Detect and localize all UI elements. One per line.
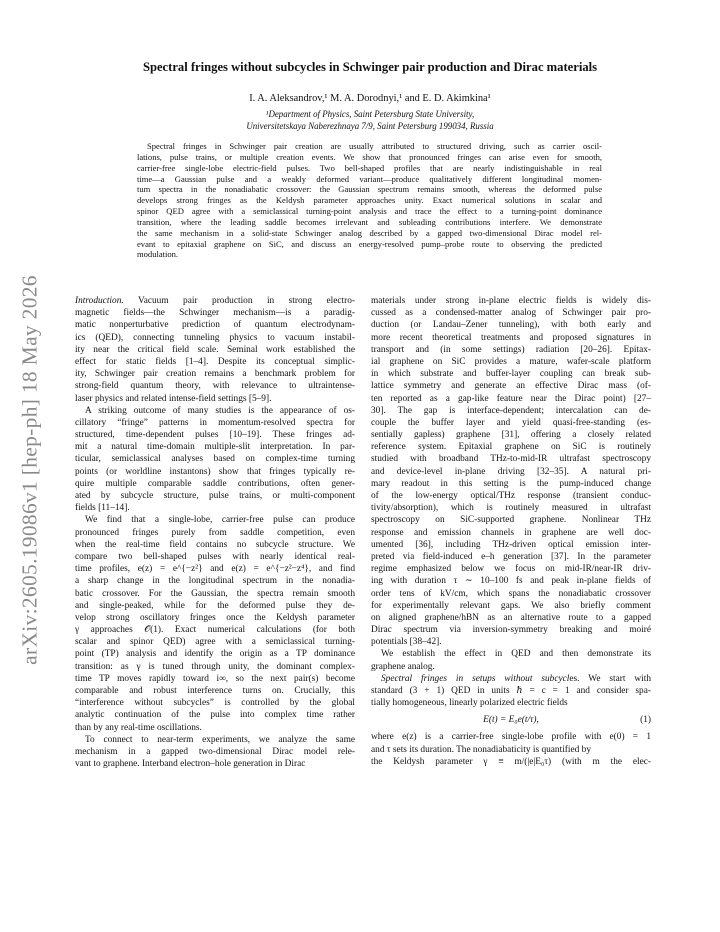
abstract-line: transition, where the leading saddle becomes irrelevant and subleading contributions interfere. We demonstrate [137,216,602,227]
abstract-line: lations, pulse trains, or multiple creation events. We show that pronounced fringes can arise even for smooth, [137,151,602,162]
paper-title: Spectral fringes without subcycles in Schwinger pair production and Dirac materials [142,60,598,74]
text-line: γ approaches 𝒪(1). Exact numerical calculations (for both [75,625,355,636]
text-line: preted via field-induced e–h generation [37]. In the parameter [371,551,651,562]
text-line: more recent theoretical treatments and proposed signatures in [371,332,651,343]
text-line: scalar and spinor QED) agree with a semiclassical turning- [75,637,355,648]
text-line: “interference without subcycles” is controlled by the global [75,698,355,709]
arxiv-sidebar-stamp [8,255,52,685]
text-line: matic nonperturbative prediction of quantum electrodynam- [75,320,355,331]
text-line: response and emission channels in graphene are well doc- [371,527,651,538]
abstract-line: develops strong fringes as the Keldysh parameter approaches unity. Exact numerical solutions in scalar and [137,195,602,206]
text-line: quire multiple comparable saddle contributions, often gener- [75,478,355,489]
text-line: couple the buffer layer and yield quasi-free-standing (es- [371,417,651,428]
text-line: point (TP) analysis and identify the origin as a TP dominance [75,649,355,660]
text-line: We find that a single-lobe, carrier-free pulse can produce [85,515,355,526]
text-line: a sharp change in the longitudinal spectrum in the nonadia- [75,576,355,587]
text-line: transport and (in some settings) radiation [20–26]. Epitax- [371,344,651,355]
text-line: duction (or Landau–Zener tunneling), with both early and [371,320,651,331]
text-line: regime emphasized below we focus on mid-IR/near-IR driv- [371,564,651,575]
text-line: Dirac spectrum via inversion-symmetry breaking and moiré [371,625,651,636]
text-line: umented [36], including THz-driven optical emission inter- [371,539,651,550]
text-line: reference system. Epitaxial graphene on SiC is routinely [371,442,651,453]
text-line: laser physics and related intense-field settings [5–9]. [75,393,272,404]
text-line: To connect to near-term experiments, we analyze the same [85,734,355,745]
text-line: Spectral fringes in setups without subcycles. We start with [381,673,651,684]
text-line: points (or worldline instantons) show that fringes typically re- [75,466,355,477]
text-line: ity, Schwinger pair creation remains a benchmark problem for [75,369,355,380]
text-line: 30]. The gap is interface-dependent; intercalation can de- [371,405,651,416]
text-line: A striking outcome of many studies is the appearance of os- [85,405,355,416]
text-line: order tens of kV/cm, which spans the nonadiabatic crossover [371,588,651,599]
text-line: mechanism in a gapped two-dimensional Dirac model rele- [75,746,355,757]
equation-1 [371,709,651,731]
affiliation [60,109,680,132]
affiliation-line: ¹Department of Physics, Saint Petersburg State University, [265,109,475,119]
text-line: tivity/absorption), which is routinely measured in ultrafast [371,503,651,514]
text-line: than by any real-time oscillations. [75,722,202,733]
affiliation-line: Universitetskaya Naberezhnaya 7/9, Saint Petersburg 199034, Russia [246,120,494,131]
text-line: studied with broadband THz-to-mid-IR ultrafast spectroscopy [371,454,651,465]
text-line: ics (QED), connecting tunneling physics to vacuum instabil- [75,332,355,343]
text-line: materials under strong in-plane electric fields is widely dis- [371,296,651,306]
text-line: and τ sets its duration. The nonadiabaticity is quantified by [371,744,592,755]
text-line: graphene analog. [371,661,435,672]
text-line: ated by subcycle structure, pulse trains, or multi-component [75,491,355,501]
text-line: velop strong oscillatory fringes once the Keldysh parameter [75,612,355,623]
text-line: time TP moves rapidly toward i∞, so the next pair(s) become [75,673,355,684]
equation-number: (1) [640,715,651,726]
text-line: for experimentally relevant gaps. We also briefly comment [371,600,651,611]
abstract [137,141,602,260]
text-line: ity near the critical field scale. Seminal work established the [75,344,355,355]
text-line: mary readout in this setting is the pump-induced change [371,478,651,489]
author-list: I. A. Aleksandrov,¹ M. A. Dorodnyi,¹ and E. D. Akimkina¹ [249,93,491,104]
text-line: ten reported as a gap-like feature near the Dirac point) [27– [371,393,651,404]
text-line: lattice symmetry and generate an effective Dirac mass (of- [371,381,651,392]
left-column [75,295,355,770]
text-line: sentially gapless) graphene [31], offering a closely related [371,430,651,441]
text-line: effect for static fields [1–4]. Despite its conceptual simplic- [75,356,355,367]
text-line: potentials [38–42]. [371,637,442,648]
text-line: standard (3 + 1) QED in units ℏ = c = 1 and consider spa- [371,686,651,696]
text-line: strong-field quantum theory, with relevance to ultraintense- [75,381,355,392]
text-line: vant to graphene. Interband electron–hole generation in Dirac [75,759,306,770]
text-line: Introduction. Vacuum pair production in strong electro- [75,296,355,306]
abstract-line: spinor QED agree with a semiclassical turning-point analysis and trace the effect to a turning-point dominance [137,206,602,217]
text-line: transition: as γ is tuned through unity, the dominant complex- [75,661,355,672]
text-line: magnetic fields—the Schwinger mechanism—is a paradig- [75,308,355,319]
text-line: mit a natural time-domain multiple-slit interpretation. In par- [75,442,355,453]
equation-body: E(t) = E₀e(t/τ), [483,715,539,726]
text-line: ing with duration τ ∼ 10–100 fs and peak in-plane fields of [371,576,651,587]
abstract-line: tum spectra in the nonadiabatic crossover: the Gaussian spectrum remains smooth, whereas the deformed pulse [137,184,602,195]
text-line: when the real-time field contains no subcycle structure. We [75,539,355,550]
text-line: ticular, semiclassical analyses based on complex-time turning [75,454,355,465]
text-line: analytic continuation of the pulse into complex time rather [75,710,355,721]
abstract-line: modulation. [137,249,179,260]
abstract-line: evant to epitaxial graphene on SiC, and discuss an energy-resolved pump–probe route to observing the predicted [137,238,602,249]
text-line: where e(z) is a carrier-free single-lobe profile with e(0) = 1 [371,732,651,743]
text-line: ial graphene on SiC provides a mature, wafer-scale platform [371,356,651,367]
text-line: pronounced fringes purely from saddle competition, even [75,527,355,538]
abstract-line: time—a Gaussian pulse and a weakly deformed variant—produce qualitatively different longitudinal momen- [137,173,602,184]
text-line: cillatory “fringe” patterns in momentum-resolved spectra for [75,417,355,428]
text-line: compare two bell-shaped pulses with nearly identical real- [75,551,355,562]
text-line: time profiles, e(z) = e^{−z²} and e(z) = e^{−z²−z⁴}, and find [75,564,355,575]
text-line: in which substrate and buffer-layer coupling can break sub- [371,369,651,380]
text-line: spectroscopy on SiC-supported graphene. Nonlinear THz [371,515,651,526]
abstract-line: carrier-free single-lobe electric-field pulses. Two bell-shaped profiles that are nearly indistinguishable in real [137,162,602,173]
text-line: fields [11–14]. [75,503,130,514]
abstract-line: the same mechanism in a solid-state Schwinger analog described by a gapped two-dimensional Dirac model rel- [137,227,602,238]
right-column [371,295,651,768]
text-line: the Keldysh parameter γ ≡ m/(|e|E₀τ) (with m the elec- [371,756,651,767]
text-line: of the low-energy optical/THz response (transient conduc- [371,491,651,501]
text-line: We establish the effect in QED and then demonstrate its [381,649,651,660]
abstract-line: Spectral fringes in Schwinger pair creation are usually attributed to structured driving, such as carrier oscil- [147,141,602,151]
text-line: batic crossover. For the Gaussian, the spectra remain smooth [75,588,355,599]
text-line: and single-peaked, while for the deformed pulse they de- [75,600,355,611]
text-line: cussed as a condensed-matter analog of Schwinger pair pro- [371,308,651,319]
text-line: comparable and robust interference turns on. Crucially, this [75,686,355,696]
text-line: on aligned graphene/hBN as an alternative route to a gapped [371,612,651,623]
text-line: and device-level in-plane driving [32–35]. A natural pri- [371,466,651,477]
text-line: tially homogeneous, linearly polarized electric fields [371,698,568,709]
text-line: structured, time-dependent pulses [10–19]. These fringes ad- [75,430,355,441]
arxiv-identifier: arXiv:2605.19086v1 [hep-ph] 18 May 2026 [17,275,42,665]
